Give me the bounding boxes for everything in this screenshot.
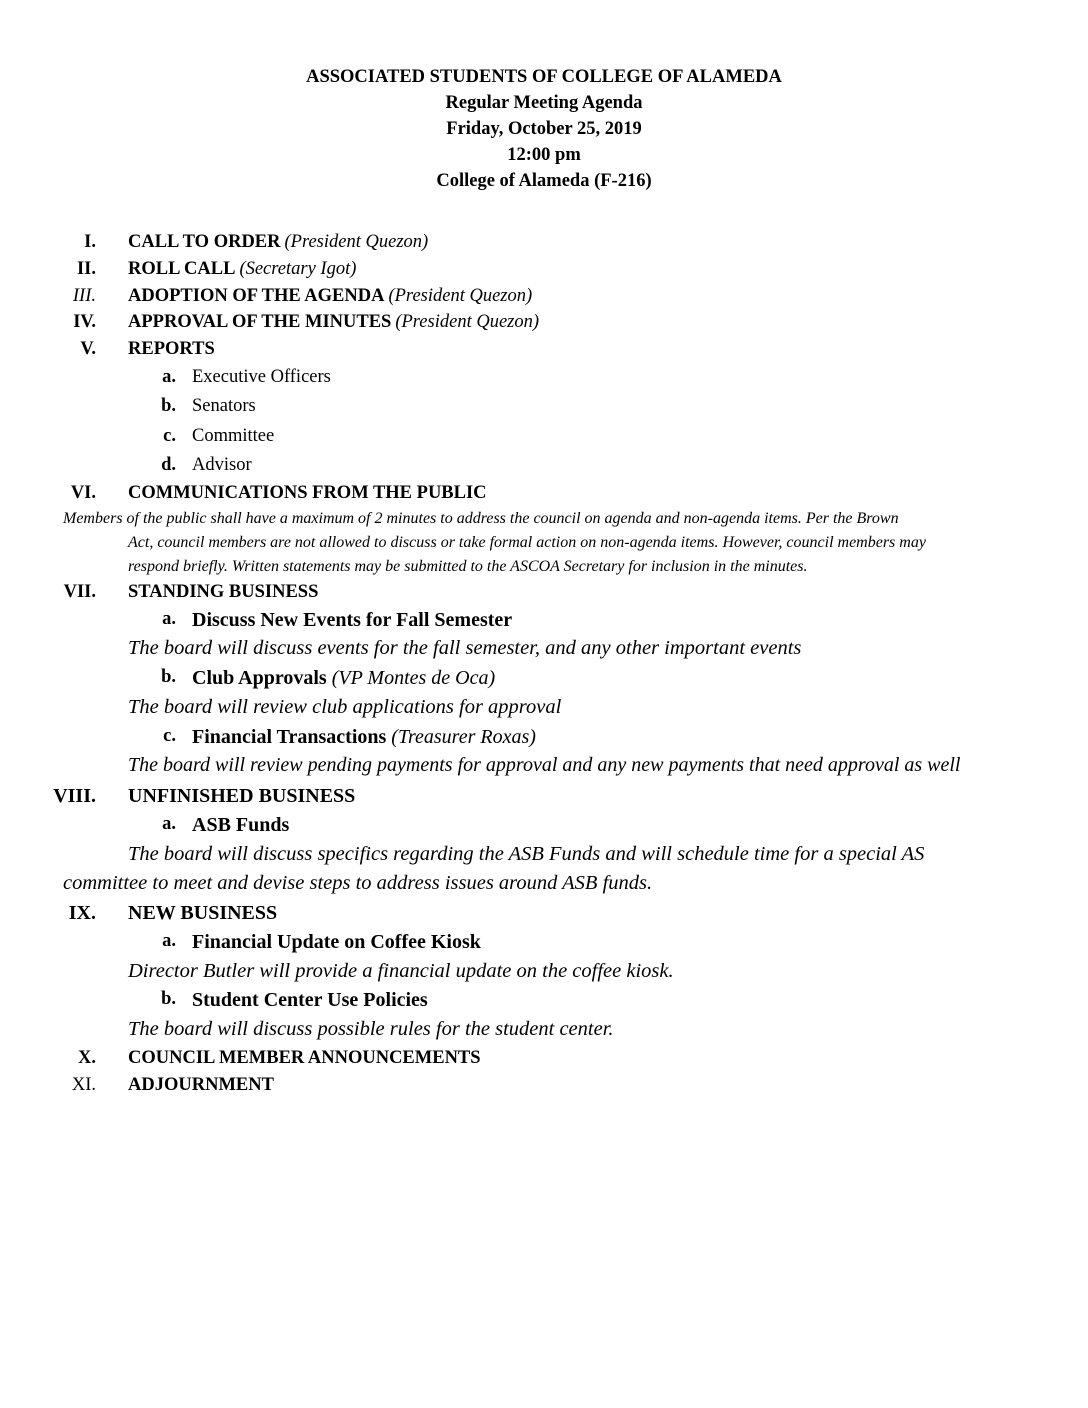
item-presenter: (President Quezon) <box>388 286 533 306</box>
sub-item-description: The board will review pending payments for approval and any new payments that need approval as well <box>128 754 961 776</box>
sub-item-letter: a. <box>162 931 176 951</box>
item-title: NEW BUSINESS <box>128 902 278 924</box>
item-title: COUNCIL MEMBER ANNOUNCEMENTS <box>128 1048 481 1068</box>
sub-item-description: committee to meet and devise steps to address issues around ASB funds. <box>63 872 653 894</box>
item-presenter: (President Quezon) <box>395 312 540 332</box>
public-comment-note: respond briefly. Written statements may be submitted to the ASCOA Secretary for inclusion in the minutes. <box>128 558 808 575</box>
item-number: I. <box>84 232 96 252</box>
sub-item-title: Financial Update on Coffee Kiosk <box>192 931 481 953</box>
sub-item-presenter: (VP Montes de Oca) <box>331 667 496 689</box>
sub-item-letter: b. <box>161 396 176 416</box>
item-title: UNFINISHED BUSINESS <box>128 785 356 807</box>
sub-item-letter: b. <box>161 989 176 1009</box>
sub-item-title: Discuss New Events for Fall Semester <box>192 609 513 631</box>
sub-item-text: Executive Officers <box>192 367 331 387</box>
sub-item-title: Club Approvals <box>192 667 327 689</box>
sub-item-title: ASB Funds <box>192 814 290 836</box>
item-number: III. <box>72 286 96 306</box>
meeting-time: 12:00 pm <box>507 145 581 165</box>
item-title: STANDING BUSINESS <box>128 582 319 602</box>
item-number: VII. <box>63 582 96 602</box>
sub-item-description: The board will review club applications for approval <box>128 696 562 718</box>
sub-item-text: Advisor <box>192 455 252 475</box>
sub-item-description: The board will discuss events for the fall semester, and any other important events <box>128 637 802 659</box>
sub-item-title: Student Center Use Policies <box>192 989 428 1011</box>
agenda-header <box>0 64 1088 194</box>
item-number: XI. <box>71 1075 96 1095</box>
sub-item-letter: b. <box>161 667 176 687</box>
item-number: VI. <box>70 483 96 503</box>
agenda-title: Regular Meeting Agenda <box>445 93 643 113</box>
sub-item-text: Senators <box>192 396 256 416</box>
sub-item-letter: a. <box>162 814 176 834</box>
item-number: IV. <box>73 312 96 332</box>
item-presenter: (Secretary Igot) <box>239 259 357 279</box>
item-number: II. <box>76 259 96 279</box>
item-number: VIII. <box>53 785 96 807</box>
item-presenter: (President Quezon) <box>284 232 429 252</box>
public-comment-note: Act, council members are not allowed to discuss or take formal action on non-agenda items. However, council members may <box>128 534 926 551</box>
sub-item-letter: a. <box>162 367 176 387</box>
item-title: REPORTS <box>128 339 215 359</box>
item-title: ADJOURNMENT <box>128 1075 274 1095</box>
sub-item-text: Committee <box>192 426 275 446</box>
sub-item-description: Director Butler will provide a financial update on the coffee kiosk. <box>128 960 674 982</box>
sub-item-letter: c. <box>163 426 176 446</box>
item-title: ROLL CALL <box>128 259 236 279</box>
item-title: CALL TO ORDER <box>128 232 281 252</box>
sub-item-letter: a. <box>162 609 176 629</box>
sub-item-description: The board will discuss possible rules for the student center. <box>128 1018 614 1040</box>
item-title: COMMUNICATIONS FROM THE PUBLIC <box>128 483 487 503</box>
sub-item-presenter: (Treasurer Roxas) <box>391 726 536 748</box>
sub-item-description: The board will discuss specifics regarding the ASB Funds and will schedule time for a special AS <box>128 843 925 865</box>
item-number: V. <box>80 339 96 359</box>
sub-item-letter: d. <box>161 455 176 475</box>
item-title: APPROVAL OF THE MINUTES <box>128 312 392 332</box>
sub-item-letter: c. <box>163 726 176 746</box>
meeting-location: College of Alameda (F-216) <box>436 171 652 191</box>
meeting-date: Friday, October 25, 2019 <box>446 119 642 139</box>
item-number: X. <box>78 1048 96 1068</box>
item-title: ADOPTION OF THE AGENDA <box>128 286 385 306</box>
org-name: ASSOCIATED STUDENTS OF COLLEGE OF ALAMEDA <box>306 67 782 87</box>
sub-item-title: Financial Transactions <box>192 726 387 748</box>
public-comment-note: Members of the public shall have a maximum of 2 minutes to address the council on agenda and non-agenda items. Per the Brown <box>63 510 899 527</box>
item-number: IX. <box>68 902 96 924</box>
